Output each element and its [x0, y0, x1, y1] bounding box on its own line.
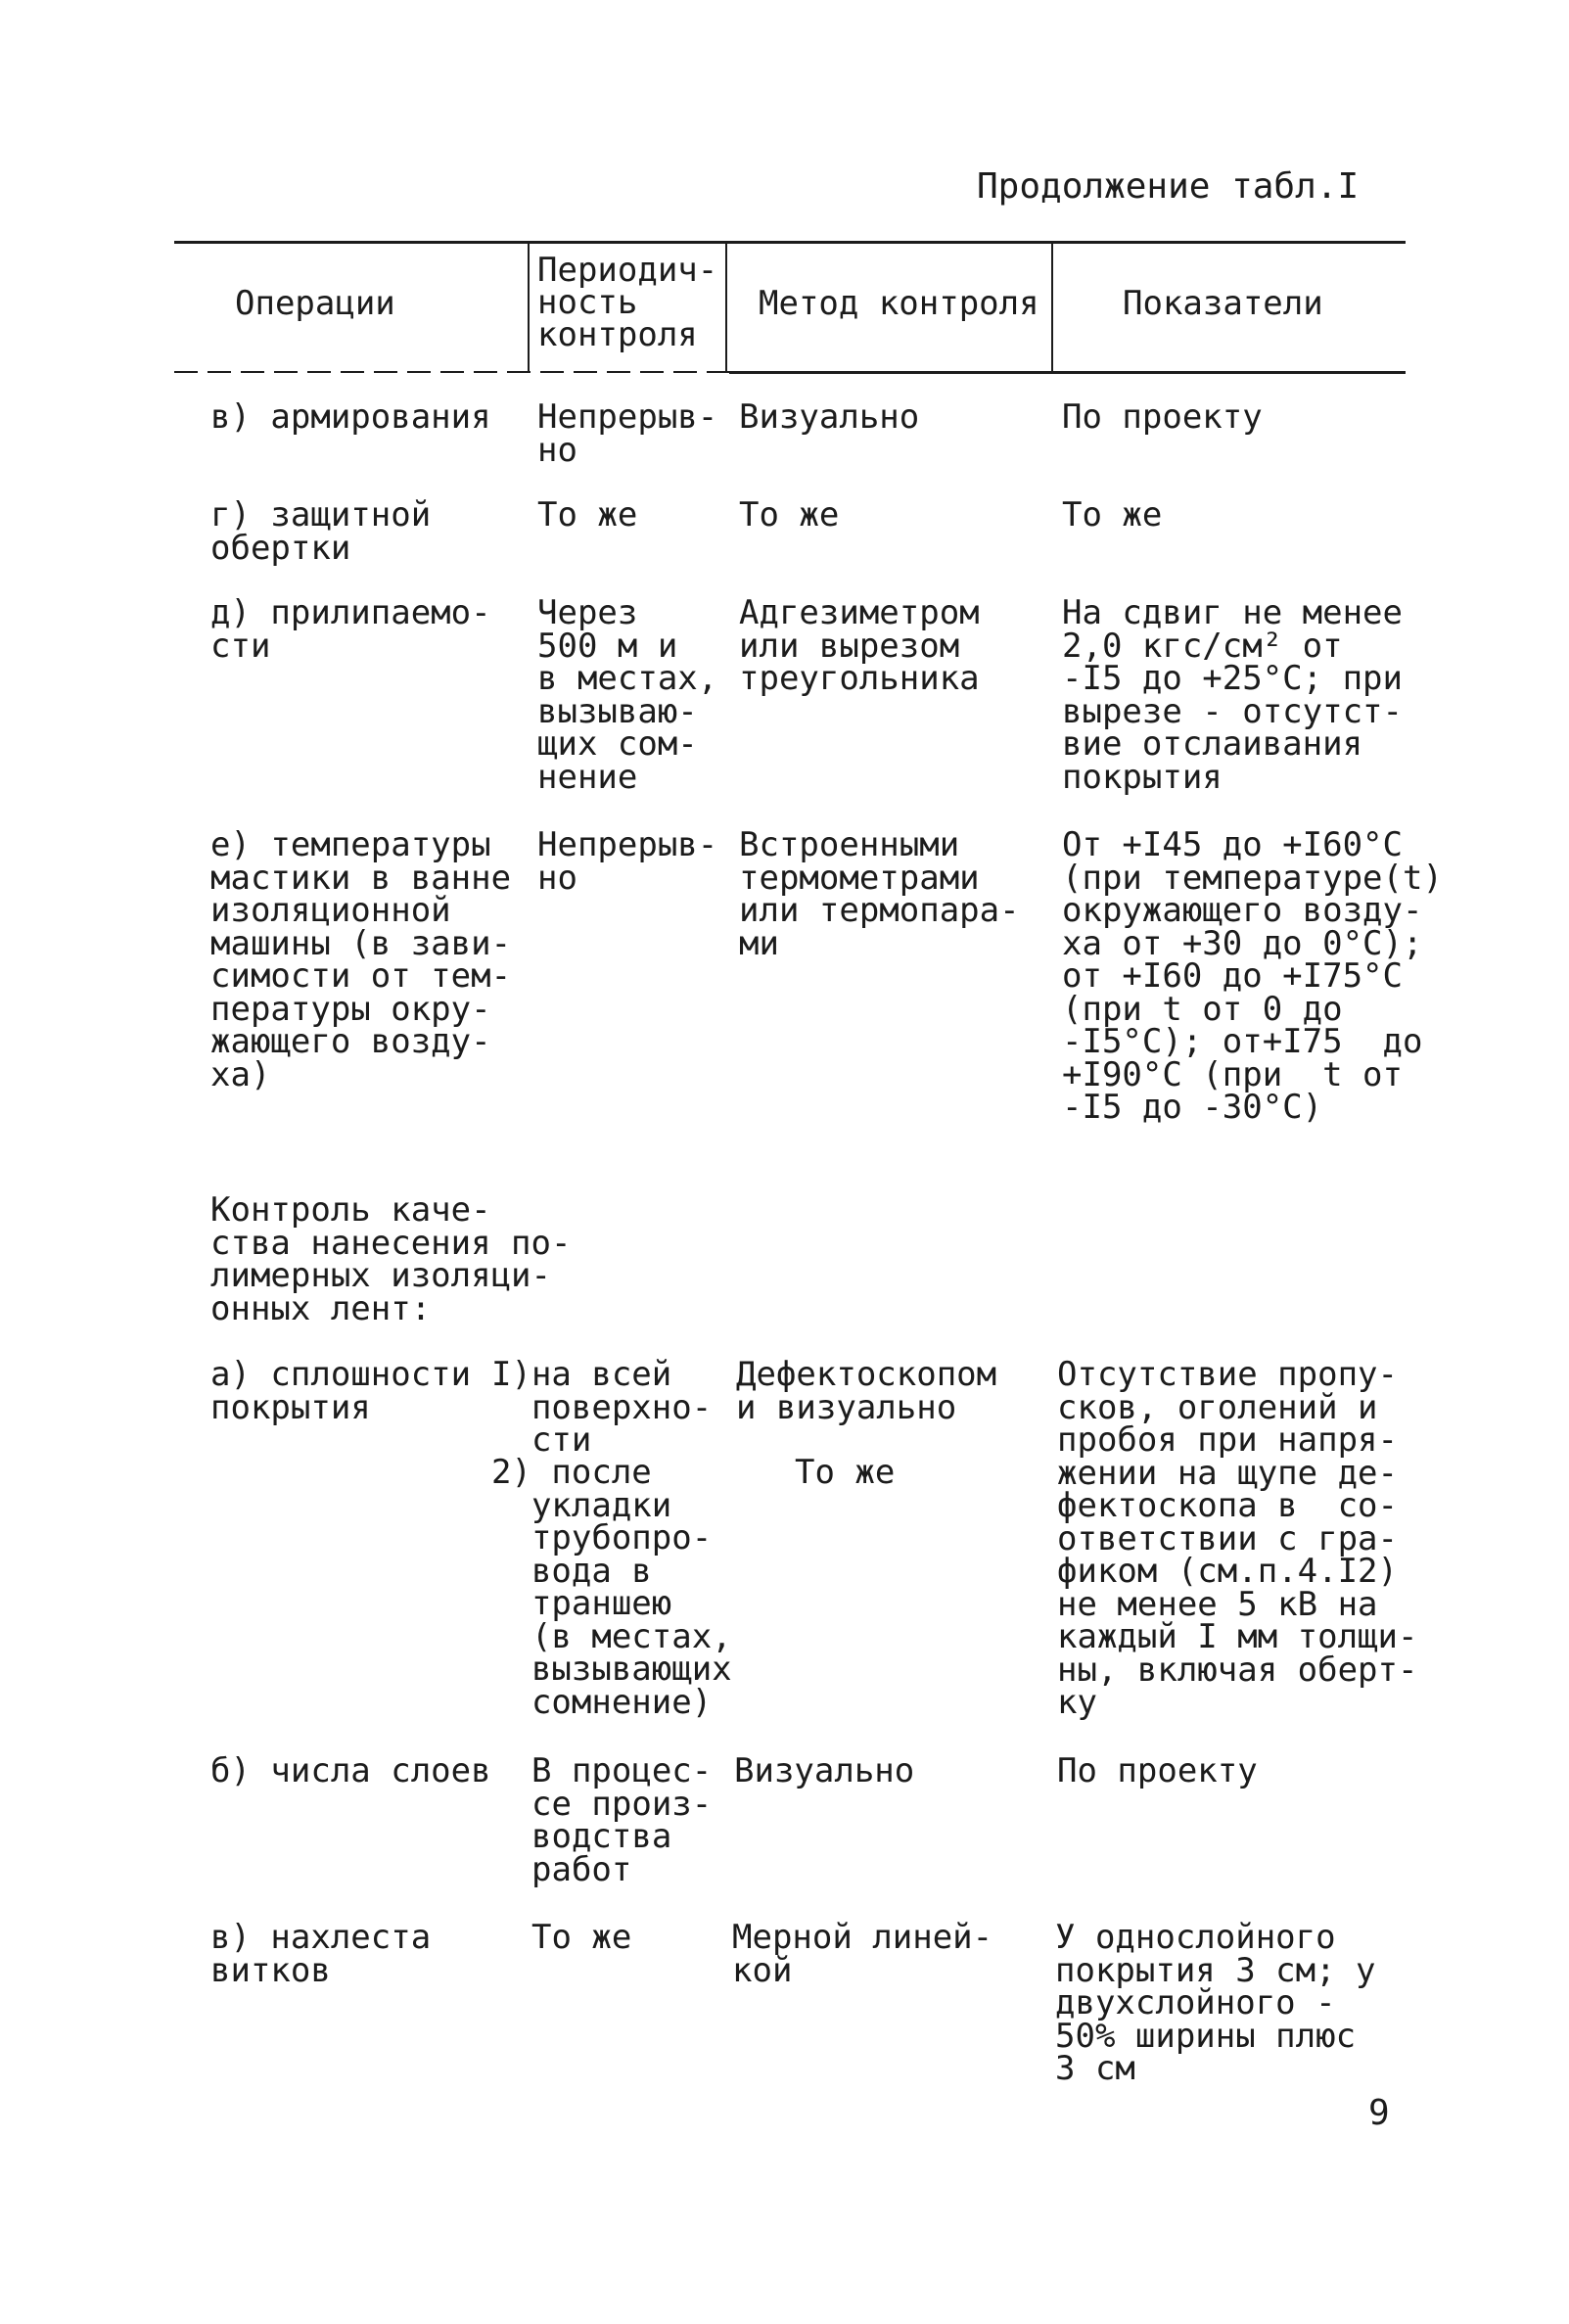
row-method: Мерной линей- кой [732, 1918, 993, 1990]
row-method: Адгезиметром или вырезом треугольника [739, 593, 980, 698]
row-method: Визуально [734, 1751, 915, 1790]
row-indicators: На сдвиг не менее 2,0 кгс/см² от -I5 до +25°С; при вырезе - отсутст- вие отслаивания покрытия [1062, 593, 1403, 797]
header-periodicity: Периодич- ность контроля [537, 251, 718, 354]
header-divider-2 [725, 243, 727, 372]
row-periodicity-2: 2) после укладки трубопро- вода в траншею (в местах, вызывающих сомнение) [491, 1453, 732, 1722]
row-periodicity: В процес- се произ- водства работ [531, 1751, 713, 1889]
row-operation: е) температуры мастики в ванне изоляционной машины (в зави- симости от тем- пературы окру- жающего возду- ха) [210, 825, 512, 1094]
table-top-rule [174, 241, 1406, 244]
row-periodicity: Непрерыв- но [537, 397, 718, 470]
row-periodicity: То же [531, 1918, 632, 1957]
row-indicators: По проекту [1062, 397, 1263, 437]
row-operation: д) прилипаемо- сти [210, 593, 491, 666]
header-divider-3 [1051, 243, 1053, 372]
header-indicators: Показатели [1123, 284, 1323, 323]
row-periodicity: Через 500 м и в местах, вызываю- щих сом- нение [537, 593, 718, 797]
row-operation: в) армирования [210, 397, 491, 437]
row-method-1: Дефектоскопом и визуально [736, 1355, 997, 1427]
header-operations: Операции [235, 284, 395, 323]
header-bottom-rule-solid [729, 371, 1406, 374]
row-method: Встроенными термометрами или термопара- ми [739, 825, 1020, 963]
row-method-2: То же [795, 1453, 896, 1492]
table-continuation-caption: Продолжение табл.I [977, 166, 1360, 207]
row-operation: б) числа слоев [210, 1751, 491, 1790]
row-operation: в) нахлеста витков [210, 1918, 432, 1990]
header-divider-1 [528, 243, 530, 372]
row-indicators: Отсутствие пропу- сков, оголений и пробоя при напря- жении на щупе де- фектоскопа в со- ответствии с гра- фиком (см.п.4.I2) не менее 5 кВ на каждый I мм толщи- ны, включая оберт- ку [1057, 1355, 1418, 1722]
row-method: То же [739, 495, 840, 535]
row-indicators: По проекту [1057, 1751, 1258, 1790]
row-operation: а) сплошности покрытия [210, 1355, 472, 1427]
header-method: Метод контроля [759, 284, 1039, 323]
section-heading: Контроль каче- ства нанесения по- лимерных изоляци- онных лент: [210, 1190, 572, 1328]
row-indicators: У однослойного покрытия 3 см; у двухслойного - 50% ширины плюс 3 см [1055, 1918, 1376, 2088]
page-number: 9 [1368, 2093, 1390, 2133]
row-indicators: То же [1062, 495, 1163, 535]
row-operation: г) защитной обертки [210, 495, 432, 568]
row-periodicity: Непрерыв- но [537, 825, 718, 898]
row-indicators: От +I45 до +I60°С (при температуре(t) окружающего возду- ха от +30 до 0°С); от +I60 до +I75°С (при t от 0 до -I5°С); от+I75 до +I90°С (при t от -I5 до -30°С) [1062, 825, 1443, 1127]
row-periodicity-1: I)на всей поверхно- сти [491, 1355, 713, 1460]
row-method: Визуально [739, 397, 920, 437]
row-periodicity: То же [537, 495, 638, 535]
